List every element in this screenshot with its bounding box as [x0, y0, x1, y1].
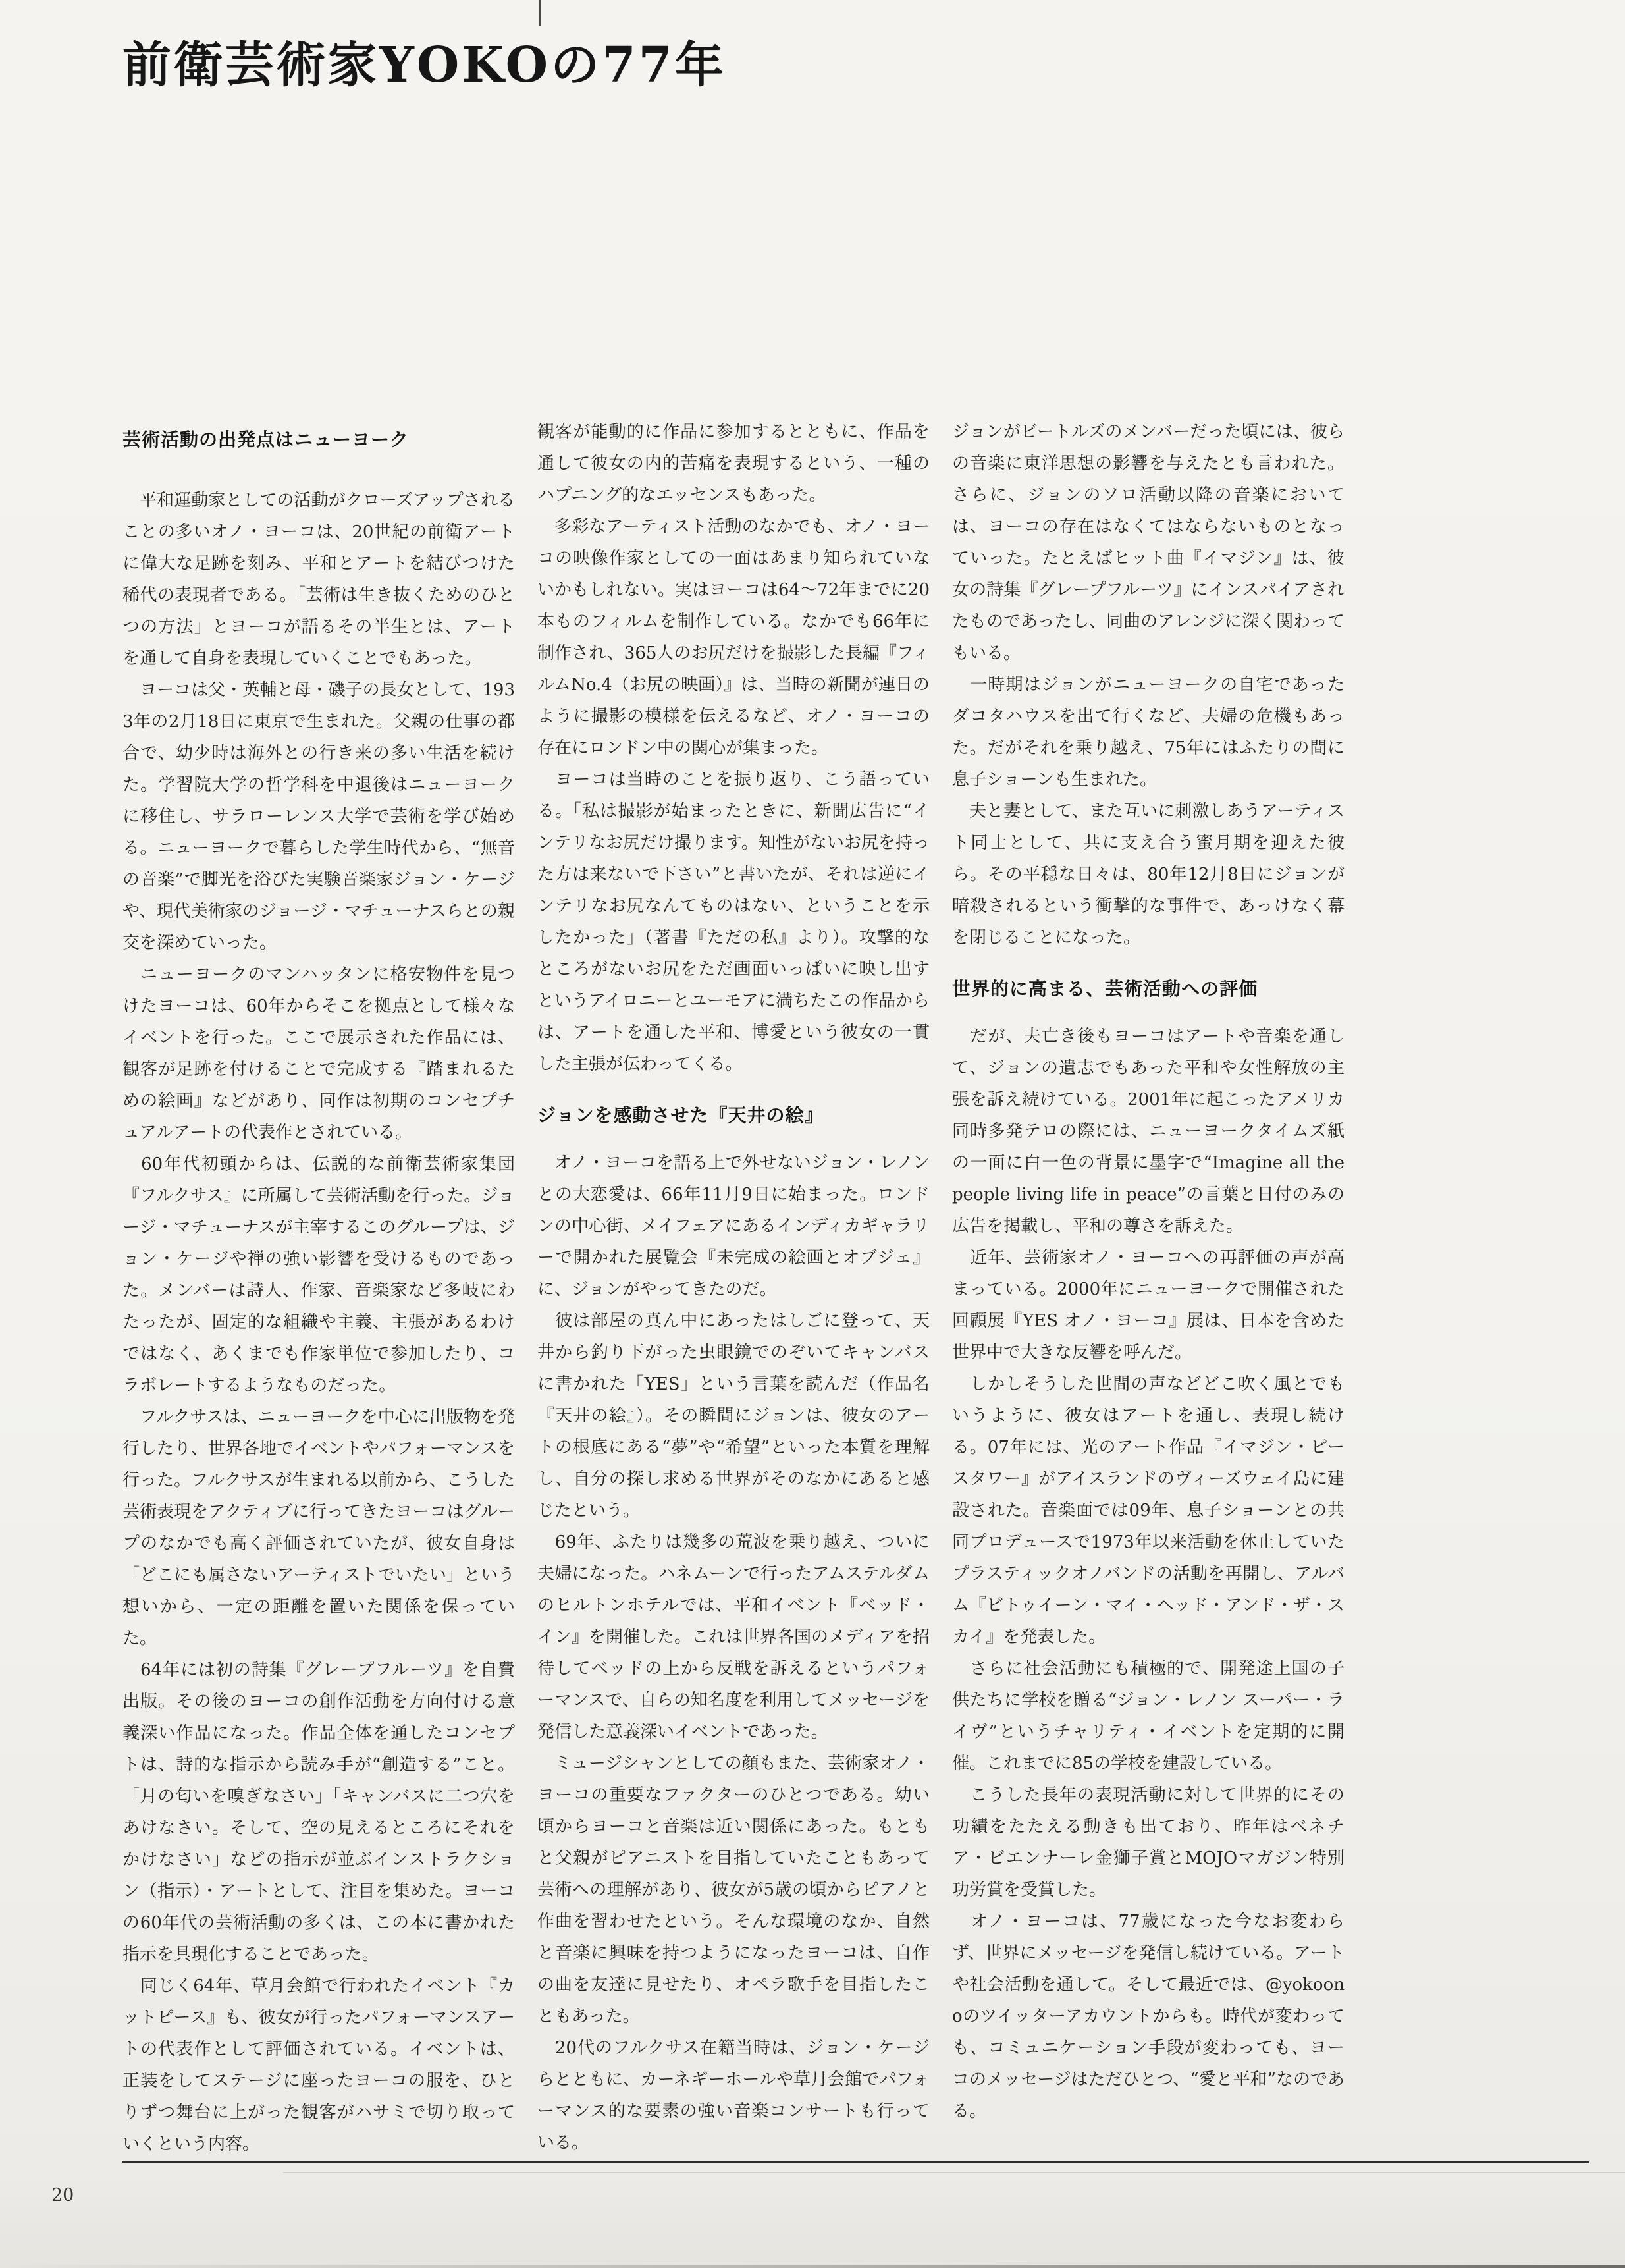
section-heading-origin: 芸術活動の出発点はニューヨーク [122, 429, 410, 450]
paragraph: 64年には初の詩集『グレープフルーツ』を自費出版。その後のヨーコの創作活動を方向付ける意義深い作品になった。作品全体を通したコンセプトは、詩的な指示から読み手が“創造する”こと。「月の匂いを嗅ぎなさい」「キャンバスに二つ穴をあけなさい。そして、空の見えるところにそれをかけなさい」などの指示が並ぶインストラクション（指示）・アートとして、注目を集めた。ヨーコの60年代の芸術活動の多くは、この本に書かれた指示を具現化することであった。 [122, 1660, 515, 1964]
paragraph: 多彩なアーティスト活動のなかでも、オノ・ヨーコの映像作家としての一面はあまり知られていないかもしれない。実はヨーコは64〜72年までに20本ものフィルムを制作している。なかでも66年に制作され、365人のお尻だけを撮影した長編『フィルムNo.4（お尻の映画）』は、当時の新聞が連日のように撮影の模様を伝えるなど、オノ・ヨーコの存在にロンドン中の関心が集まった。 [537, 517, 930, 758]
paragraph: 平和運動家としての活動がクローズアップされることの多いオノ・ヨーコは、20世紀の前衛アートに偉大な足跡を刻み、平和とアートを結びつけた稀代の表現者である。「芸術は生き抜くためのひとつの方法」とヨーコが語るその半生とは、アートを通して自身を表現していくことでもあった。 [122, 491, 515, 668]
article-columns [122, 416, 1345, 2160]
paragraph: だが、夫亡き後もヨーコはアートや音楽を通して、ジョンの遺志でもあった平和や女性解放の主張を訴え続けている。2001年に起こったアメリカ同時多発テロの際には、ニューヨークタイムズ紙の一面に白一色の背景に墨字で“Imagine all the people living life in peace”の言葉と日付のみの広告を掲載し、平和の尊さを訴えた。 [952, 1027, 1345, 1236]
paragraph: 69年、ふたりは幾多の荒波を乗り越え、ついに夫婦になった。ハネムーンで行ったアムステルダムのヒルトンホテルでは、平和イベント『ベッド・イン』を開催した。これは世界各国のメディアを招待してベッドの上から反戦を訴えるというパフォーマンスで、自らの知名度を利用してメッセージを発信した意義深いイベントであった。 [537, 1532, 930, 1742]
scan-shadow-line [283, 2172, 1625, 2173]
paragraph: 近年、芸術家オノ・ヨーコへの再評価の声が高まっている。2000年にニューヨークで開催された回顧展『YES オノ・ヨーコ』展は、日本を含めた世界中で大きな反響を呼んだ。 [952, 1248, 1345, 1363]
registration-mark [539, 0, 541, 26]
paragraph: ニューヨークのマンハッタンに格安物件を見つけたヨーコは、60年からそこを拠点として様々なイベントを行った。ここで展示された作品には、観客が足跡を付けることで完成する『踏まれるための絵画』などがあり、同作は初期のコンセプチュアルアートの代表作とされている。 [122, 965, 515, 1143]
page-title: 前衛芸術家YOKOの77年 [122, 37, 727, 94]
column-2 [537, 416, 930, 2160]
scan-edge-shadow [0, 2265, 1625, 2268]
paragraph: ミュージシャンとしての顔もまた、芸術家オノ・ヨーコの重要なファクターのひとつである。幼い頃からヨーコと音楽は近い関係にあった。もともと父親がピアニストを目指していたこともあって芸術への理解があり、彼女が5歳の頃からピアノと作曲を習わせたという。そんな環境のなか、自然と音楽に興味を持つようになったヨーコは、自作の曲を友達に見せたり、オペラ歌手を目指したこともあった。 [537, 1754, 930, 2026]
column-1-paragraphs [122, 485, 515, 2160]
paragraph: 夫と妻として、また互いに刺激しあうアーティスト同士として、共に支え合う蜜月期を迎えた彼ら。その平穏な日々は、80年12月8日にジョンが暗殺されるという衝撃的な事件で、あっけなく幕を閉じることになった。 [952, 801, 1345, 948]
paragraph: 同じく64年、草月会館で行われたイベント『カットピース』も、彼女が行ったパフォーマンスアートの代表作として評価されている。イベントは、正装をしてステージに座ったヨーコの服を、ひとりずつ舞台に上がった観客がハサミで切り取っていくという内容。 [122, 1976, 515, 2154]
section-heading-ceiling-painting: ジョンを感動させた『天井の絵』 [537, 1104, 824, 1126]
paragraph: オノ・ヨーコは、77歳になった今なお変わらず、世界にメッセージを発信し続けている。アートや社会活動を通して。そして最近では、@yokoonoのツイッターアカウントからも。時代が変わっても、コミュニケーション手段が変わっても、ヨーコのメッセージはただひとつ、“愛と平和”なのである。 [952, 1912, 1345, 2121]
paragraph: 20代のフルクサス在籍当時は、ジョン・ケージらとともに、カーネギーホールや草月会館でパフォーマンス的な要素の強い音楽コンサートも行っている。 [537, 2038, 930, 2153]
paragraph: こうした長年の表現活動に対して世界的にその功績をたたえる動きも出ており、昨年はベネチア・ビエンナーレ金獅子賞とMOJOマガジン特別功労賞を受賞した。 [952, 1785, 1345, 1900]
column-2-paragraphs-bottom [537, 1147, 930, 2159]
paragraph: ヨーコは当時のことを振り返り、こう語っている。「私は撮影が始まったときに、新聞広告に“インテリなお尻だけ撮ります。知性がないお尻を持った方は来ないで下さい”と書いたが、それは逆にインテリなお尻なんてものはない、ということを示したかった」（著書『ただの私』より）。攻撃的なところがないお尻をただ画面いっぱいに映し出すというアイロニーとユーモアに満ちたこの作品からは、アートを通した平和、博愛という彼女の一貫した主張が伝わってくる。 [537, 770, 930, 1074]
column-1 [122, 416, 515, 2160]
paragraph: 彼は部屋の真ん中にあったはしごに登って、天井から釣り下がった虫眼鏡でのぞいてキャンバスに書かれた「YES」という言葉を読んだ（作品名『天井の絵』）。その瞬間にジョンは、彼女のアートの根底にある“夢”や“希望”といった本質を理解し、自分の探し求める世界がそのなかにあると感じたという。 [537, 1311, 930, 1521]
paragraph: しかしそうした世間の声などどこ吹く風とでもいうように、彼女はアートを通し、表現し続ける。07年には、光のアート作品『イマジン・ピースタワー』がアイスランドのヴィーズウェイ島に建設された。音楽面では09年、息子ショーンとの共同プロデュースで1973年以来活動を休止していたプラスティックオノバンドの活動を再開し、アルバム『ビトゥイーン・マイ・ヘッド・アンド・ザ・スカイ』を発表した。 [952, 1374, 1345, 1647]
page-number: 20 [51, 2185, 74, 2205]
section-heading-world-acclaim: 世界的に高まる、芸術活動への評価 [952, 978, 1258, 1000]
paragraph: 一時期はジョンがニューヨークの自宅であったダコタハウスを出て行くなど、夫婦の危機もあった。だがそれを乗り越え、75年にはふたりの間に息子ショーンも生まれた。 [952, 675, 1345, 790]
column-3-paragraphs-top [952, 416, 1345, 954]
paragraph: 60年代初頭からは、伝説的な前衛芸術家集団『フルクサス』に所属して芸術活動を行った。ジョージ・マチューナスが主宰するこのグループは、ジョン・ケージや禅の強い影響を受けるものであった。メンバーは詩人、作家、音楽家など多岐にわたったが、固定的な組織や主義、主張があるわけではなく、あくまでも作家単位で参加したり、コラボレートするようなものだった。 [122, 1154, 515, 1395]
column-3 [952, 416, 1345, 2160]
paragraph: 観客が能動的に作品に参加するとともに、作品を通して彼女の内的苦痛を表現するという、一種のハプニング的なエッセンスもあった。 [537, 422, 930, 505]
paragraph: さらに社会活動にも積極的で、開発途上国の子供たちに学校を贈る“ジョン・レノン スーパー・ライヴ”というチャリティ・イベントを定期的に開催。これまでに85の学校を建設している。 [952, 1659, 1345, 1773]
column-2-paragraphs-top [537, 416, 930, 1080]
paragraph: ヨーコは父・英輔と母・磯子の長女として、1933年の2月18日に東京で生まれた。父親の仕事の都合で、幼少時は海外との行き来の多い生活を続けた。学習院大学の哲学科を中退後はニューヨークに移住し、サラローレンス大学で芸術を学び始める。ニューヨークで暮らした学生時代から、“無音の音楽”で脚光を浴びた実験音楽家ジョン・ケージや、現代美術家のジョージ・マチューナスらとの親交を深めていった。 [122, 680, 515, 953]
footer-rule [122, 2161, 1589, 2163]
column-3-paragraphs-bottom [952, 1021, 1345, 2127]
paragraph: オノ・ヨーコを語る上で外せないジョン・レノンとの大恋愛は、66年11月9日に始まった。ロンドンの中心街、メイフェアにあるインディカギャラリーで開かれた展覧会『未完成の絵画とオブジェ』に、ジョンがやってきたのだ。 [537, 1153, 930, 1299]
paragraph: ジョンがビートルズのメンバーだった頃には、彼らの音楽に東洋思想の影響を与えたとも言われた。さらに、ジョンのソロ活動以降の音楽においては、ヨーコの存在はなくてはならないものとなっていった。たとえばヒット曲『イマジン』は、彼女の詩集『グレープフルーツ』にインスパイアされたものであったし、同曲のアレンジに深く関わってもいる。 [952, 422, 1345, 663]
paragraph: フルクサスは、ニューヨークを中心に出版物を発行したり、世界各地でイベントやパフォーマンスを行った。フルクサスが生まれる以前から、こうした芸術表現をアクティブに行ってきたヨーコはグループのなかでも高く評価されていたが、彼女自身は「どこにも属さないアーティストでいたい」という想いから、一定の距離を置いた関係を保っていた。 [122, 1407, 515, 1648]
